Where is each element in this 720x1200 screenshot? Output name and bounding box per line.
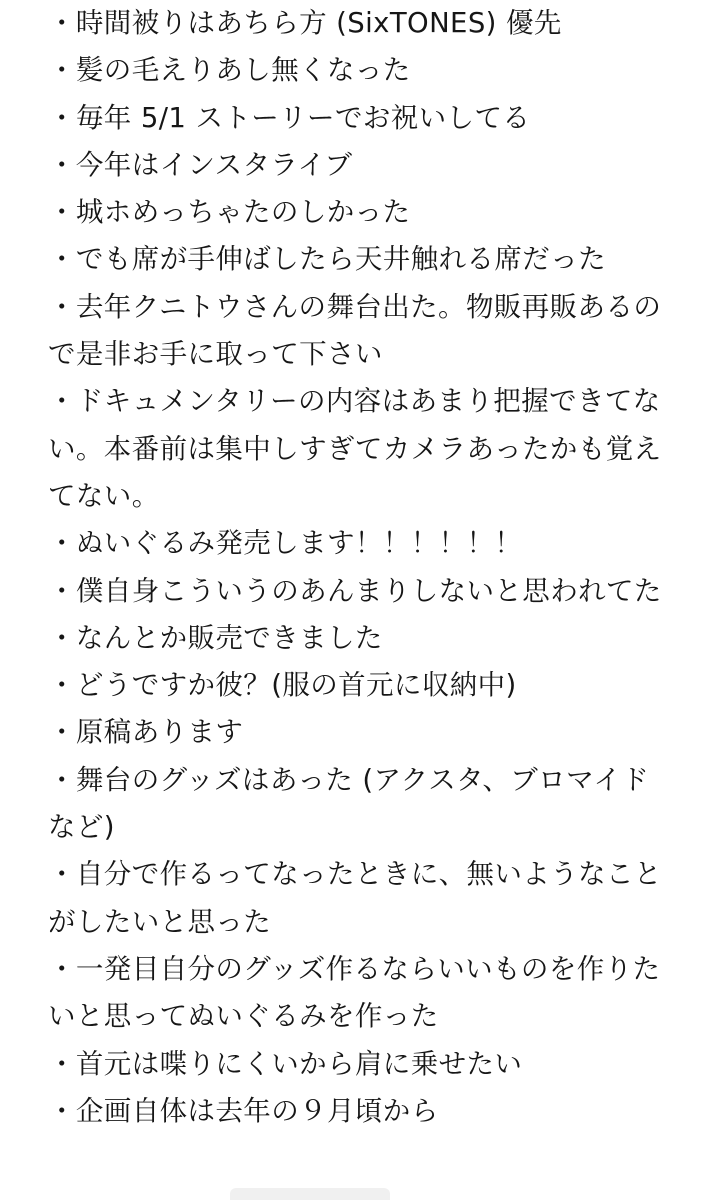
note-line: ・城ホめっちゃたのしかった — [48, 196, 411, 229]
note-line: ・髪の毛えりあし無くなった — [48, 54, 411, 87]
note-line: ・舞台のグッズはあった (アクスタ、ブロマイドなど) — [48, 763, 650, 844]
note-line: ・なんとか販売できました — [48, 621, 383, 654]
note-line: ・去年クニトウさんの舞台出た。物販再販あるので是非お手に取って下さい — [48, 290, 662, 371]
note-line: ・今年はインスタライブ — [48, 148, 353, 181]
note-line: ・時間被りはあちら方 (SixTONES) 優先 — [48, 7, 562, 39]
note-line: ・ぬいぐるみ発売します！！！！！！ — [48, 527, 523, 560]
note-line: ・でも席が手伸ばしたら天井触れる席だった — [48, 243, 606, 276]
note-line: ・首元は喋りにくいから肩に乗せたい — [48, 1047, 523, 1080]
note-line: ・どうですか彼？(服の首元に収納中) — [48, 669, 517, 702]
note-text — [48, 0, 668, 1135]
note-line: ・原稿あります — [48, 716, 244, 749]
note-line: ・ドキュメンタリーの内容はあまり把握できてない。本番前は集中しすぎてカメラあったかも覚えてない。 — [48, 385, 662, 512]
note-line: ・毎年 5/1 ストーリーでお祝いしてる — [48, 101, 531, 134]
note-line: ・僕自身こういうのあんまりしないと思われてた — [48, 574, 662, 607]
note-line: ・企画自体は去年の９月頃から — [48, 1094, 439, 1127]
note-line: ・自分で作るってなったときに、無いようなことがしたいと思った — [48, 858, 662, 938]
note-line: ・一発目自分のグッズ作るならいいものを作りたいと思ってぬいぐるみを作った — [48, 952, 661, 1033]
home-indicator[interactable] — [230, 1188, 390, 1200]
